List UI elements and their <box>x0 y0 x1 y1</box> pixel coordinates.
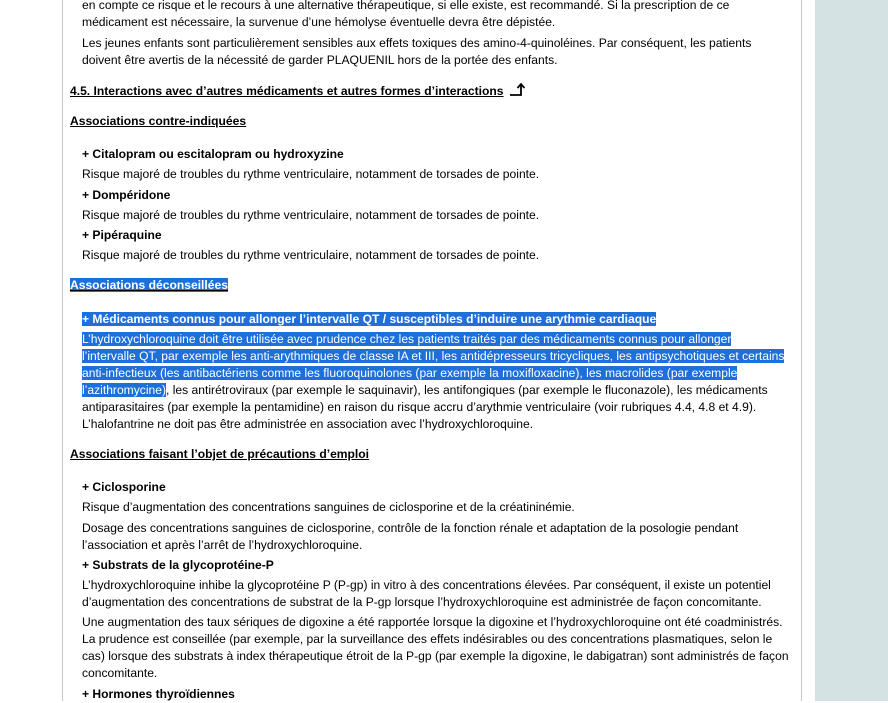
text-line: en compte ce risque et le recours à une alternative thérapeutique, si elle existe, est recommandé. Si la prescription de ce <box>82 0 730 12</box>
text-line: médicament est nécessaire, la survenue d’une hémolyse éventuelle devra être dépistée. <box>82 15 556 29</box>
highlighted-text: L’hydroxychloroquine doit être utilisée avec prudence chez les patients traités par des médicaments connus pour allonger <box>82 332 732 346</box>
paragraph-ciclosporine-dosage <box>82 520 796 554</box>
text-line: doivent être avertis de la nécessité de garder PLAQUENIL hors de la portée des enfants. <box>82 53 558 67</box>
paragraph-children <box>82 35 796 69</box>
item-label-ciclosporine: + Ciclosporine <box>82 480 166 494</box>
page-gutter <box>802 0 815 701</box>
text-line: Une augmentation des taux sériques de digoxine a été rapportée lorsque la digoxine et l’hydroxychloroquine ont été coadministrés. <box>82 615 783 629</box>
item-label-citalopram: + Citalopram ou escitalopram ou hydroxyzine <box>82 147 344 161</box>
text-line: cas) lorsque des substrats à index thérapeutique étroit de la P-gp (par exemple la digoxine, le dabigatran) sont administrés de façon <box>82 649 789 663</box>
text-line: concomitante. <box>82 666 158 680</box>
heading-contraindicated: Associations contre-indiquées <box>70 114 247 128</box>
highlighted-text: l’azithromycine) <box>82 383 167 397</box>
item-text-domperidone: Risque majoré de troubles du rythme ventriculaire, notamment de torsades de pointe. <box>82 208 540 222</box>
item-label-piperaquine: + Pipéraquine <box>82 228 162 242</box>
item-label-hormones: + Hormones thyroïdiennes <box>82 687 235 701</box>
paragraph-pgp-2 <box>82 614 796 682</box>
text-line: L’hydroxychloroquine inhibe la glycoprotéine P (P-gp) in vitro à des concentrations élevées. Par conséquent, il existe un potentiel <box>82 578 771 592</box>
side-panel <box>815 0 888 701</box>
paragraph-pgp-1 <box>82 577 796 611</box>
text-line: Les jeunes enfants sont particulièrement sensibles aux effets toxiques des amino-4-quinoléines. Par conséquent, les patients <box>82 36 752 50</box>
text-line: d’augmentation des concentrations de substrat de la P-gp lorsque l’hydroxychloroquine est administrée de façon concomitante. <box>82 595 762 609</box>
heading-discouraged <box>70 277 228 294</box>
heading-discouraged-text: Associations déconseillées <box>70 278 228 292</box>
text-line: antiparasitaires (par exemple la pentamidine) en raison du risque accru d’arythmie ventriculaire (voir rubriques 4.4, 4.8 et 4.9). <box>82 400 757 414</box>
item-label-qt <box>82 311 656 328</box>
item-label-domperidone: + Dompéridone <box>82 188 171 202</box>
item-text-ciclosporine: Risque d’augmentation des concentrations sanguines de ciclosporine et de la créatininémie. <box>82 500 575 514</box>
highlighted-text: anti-infectieux (les antibactériens comme les fluoroquinolones (par exemple la moxifloxacine), les macrolides (par exemple <box>82 366 738 380</box>
text-line <box>82 348 796 365</box>
highlighted-text: l’intervalle QT, par exemple les anti-arythmiques de classe IA et III, les antidépresseurs tricycliques, les antipsychotiques et certains <box>82 349 785 363</box>
left-margin <box>0 0 62 701</box>
text-line <box>82 365 796 382</box>
text-line <box>82 382 796 399</box>
paragraph-qt <box>82 331 796 433</box>
item-label-pgp: + Substrats de la glycoprotéine-P <box>82 558 274 572</box>
back-to-top-icon[interactable] <box>509 83 525 97</box>
section-title-text: 4.5. Interactions avec d’autres médicaments et autres formes d’interactions <box>70 84 504 98</box>
text-line <box>82 331 796 348</box>
page-left-border <box>62 0 63 701</box>
item-text-piperaquine: Risque majoré de troubles du rythme ventriculaire, notamment de torsades de pointe. <box>82 248 540 262</box>
text-line: La prudence est conseillée (par exemple, par la surveillance des effets indésirables ou des concentrations plasmatiques, selon le <box>82 632 773 646</box>
item-label-qt-text: + Médicaments connus pour allonger l’intervalle QT / susceptibles d’induire une arythmie cardiaque <box>82 312 657 326</box>
text-line: L’halofantrine ne doit pas être administrée en association avec l’hydroxychloroquine. <box>82 417 534 431</box>
section-title <box>70 83 525 100</box>
heading-precautions: Associations faisant l’objet de précautions d’emploi <box>70 447 370 461</box>
text-line: l’association et après l’arrêt de l’hydroxychloroquine. <box>82 538 363 552</box>
paragraph-risk <box>82 0 796 31</box>
text-segment: , les antirétroviraux (par exemple le saquinavir), les antifongiques (par exemple le fluconazole), les médicaments <box>166 383 768 397</box>
item-text-citalopram: Risque majoré de troubles du rythme ventriculaire, notamment de torsades de pointe. <box>82 167 540 181</box>
text-line: Dosage des concentrations sanguines de ciclosporine, contrôle de la fonction rénale et adaptation de la posologie pendant <box>82 521 739 535</box>
